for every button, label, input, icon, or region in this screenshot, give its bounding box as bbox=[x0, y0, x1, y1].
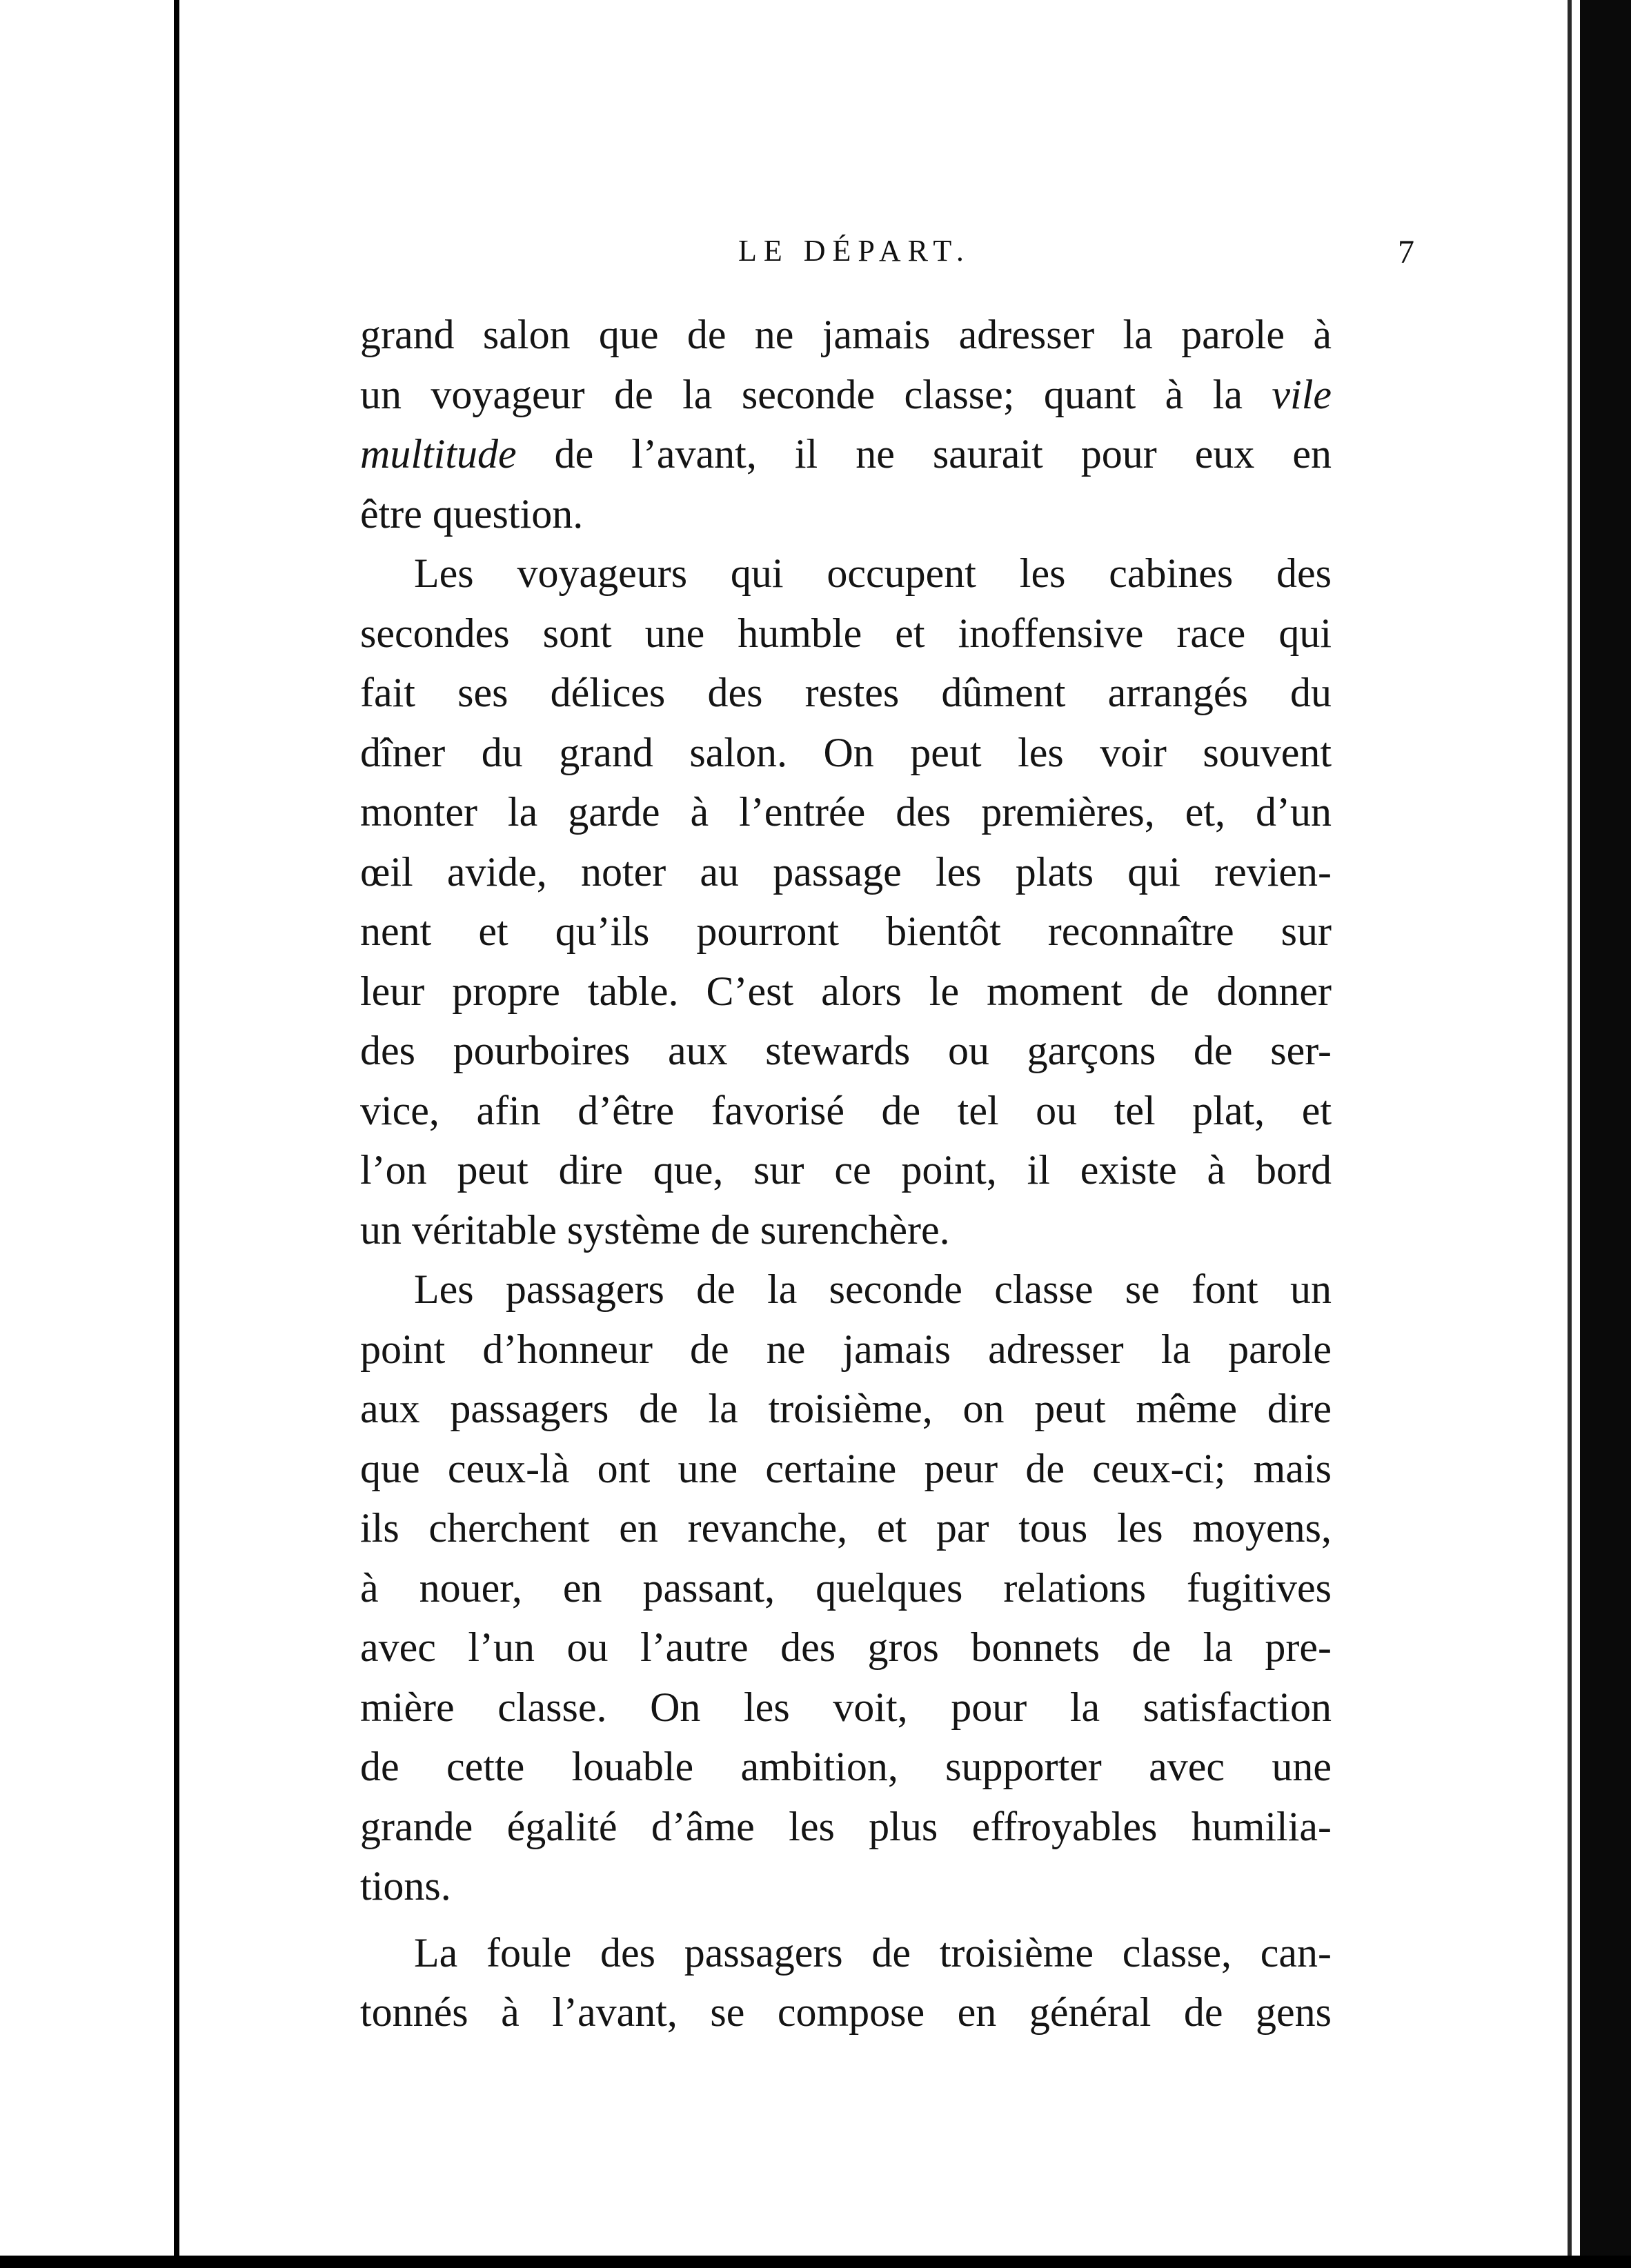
text-line: leur propre table. C’est alors le moment de donner bbox=[360, 968, 1332, 1014]
text-line: que ceux-là ont une certaine peur de ceux-ci; mais bbox=[360, 1445, 1332, 1491]
running-title: LE DÉPART. bbox=[738, 234, 971, 268]
text-line: grand salon que de ne jamais adresser la parole à bbox=[360, 312, 1332, 357]
text-line: La foule des passagers de troisième classe, can- bbox=[414, 1929, 1332, 1976]
text-line: à nouer, en passant, quelques relations fugitives bbox=[360, 1564, 1332, 1611]
text-line: tions. bbox=[360, 1863, 451, 1909]
text-line: tonnés à l’avant, se compose en général de gens bbox=[360, 1989, 1332, 2035]
text-line: avec l’un ou l’autre des gros bonnets de la pre- bbox=[360, 1624, 1332, 1670]
text-fragment: un voyageur de la seconde classe; quant à la bbox=[360, 371, 1243, 417]
scan-border-bottom bbox=[0, 2256, 1631, 2268]
text-line: secondes sont une humble et inoffensive race qui bbox=[360, 610, 1332, 656]
scan-border-right bbox=[1580, 0, 1631, 2268]
text-line: vice, afin d’être favorisé de tel ou tel plat, et bbox=[360, 1087, 1332, 1133]
text-line: ils cherchent en revanche, et par tous les moyens, bbox=[360, 1505, 1332, 1551]
text-line: fait ses délices des restes dûment arrangés du bbox=[360, 670, 1332, 715]
text-line: l’on peut dire que, sur ce point, il existe à bord bbox=[360, 1147, 1332, 1193]
text-line: des pourboires aux stewards ou garçons de ser- bbox=[360, 1028, 1332, 1073]
binding-edge bbox=[174, 0, 179, 2268]
page-edge-line bbox=[1568, 0, 1572, 2256]
body-text bbox=[360, 305, 1332, 2042]
left-gutter bbox=[0, 0, 174, 2268]
text-fragment: de l’avant, il ne saurait pour eux en bbox=[554, 431, 1332, 477]
running-head bbox=[179, 233, 1580, 275]
text-line: de cette louable ambition, supporter avec une bbox=[360, 1744, 1332, 1789]
text-line bbox=[360, 365, 1332, 425]
text-line: être question. bbox=[360, 490, 584, 537]
text-line: un véritable système de surenchère. bbox=[360, 1206, 950, 1253]
text-line: œil avide, noter au passage les plats qui revien- bbox=[360, 848, 1332, 895]
text-line: grande égalité d’âme les plus effroyables humilia- bbox=[360, 1803, 1332, 1849]
text-line: nent et qu’ils pourront bientôt reconnaître sur bbox=[360, 908, 1332, 954]
text-line: mière classe. On les voit, pour la satisfaction bbox=[360, 1684, 1332, 1730]
italic-word: vile bbox=[1272, 371, 1332, 417]
text-line: dîner du grand salon. On peut les voir souvent bbox=[360, 729, 1332, 775]
italic-word: multitude bbox=[360, 431, 517, 477]
text-line: Les voyageurs qui occupent les cabines des bbox=[414, 550, 1332, 596]
text-line: point d’honneur de ne jamais adresser la parole bbox=[360, 1326, 1332, 1372]
text-line: aux passagers de la troisième, on peut même dire bbox=[360, 1386, 1332, 1431]
page-number: 7 bbox=[1398, 234, 1414, 270]
text-line: Les passagers de la seconde classe se font un bbox=[414, 1266, 1332, 1312]
text-line bbox=[360, 424, 1332, 484]
text-line: monter la garde à l’entrée des premières, et, d’un bbox=[360, 789, 1332, 835]
